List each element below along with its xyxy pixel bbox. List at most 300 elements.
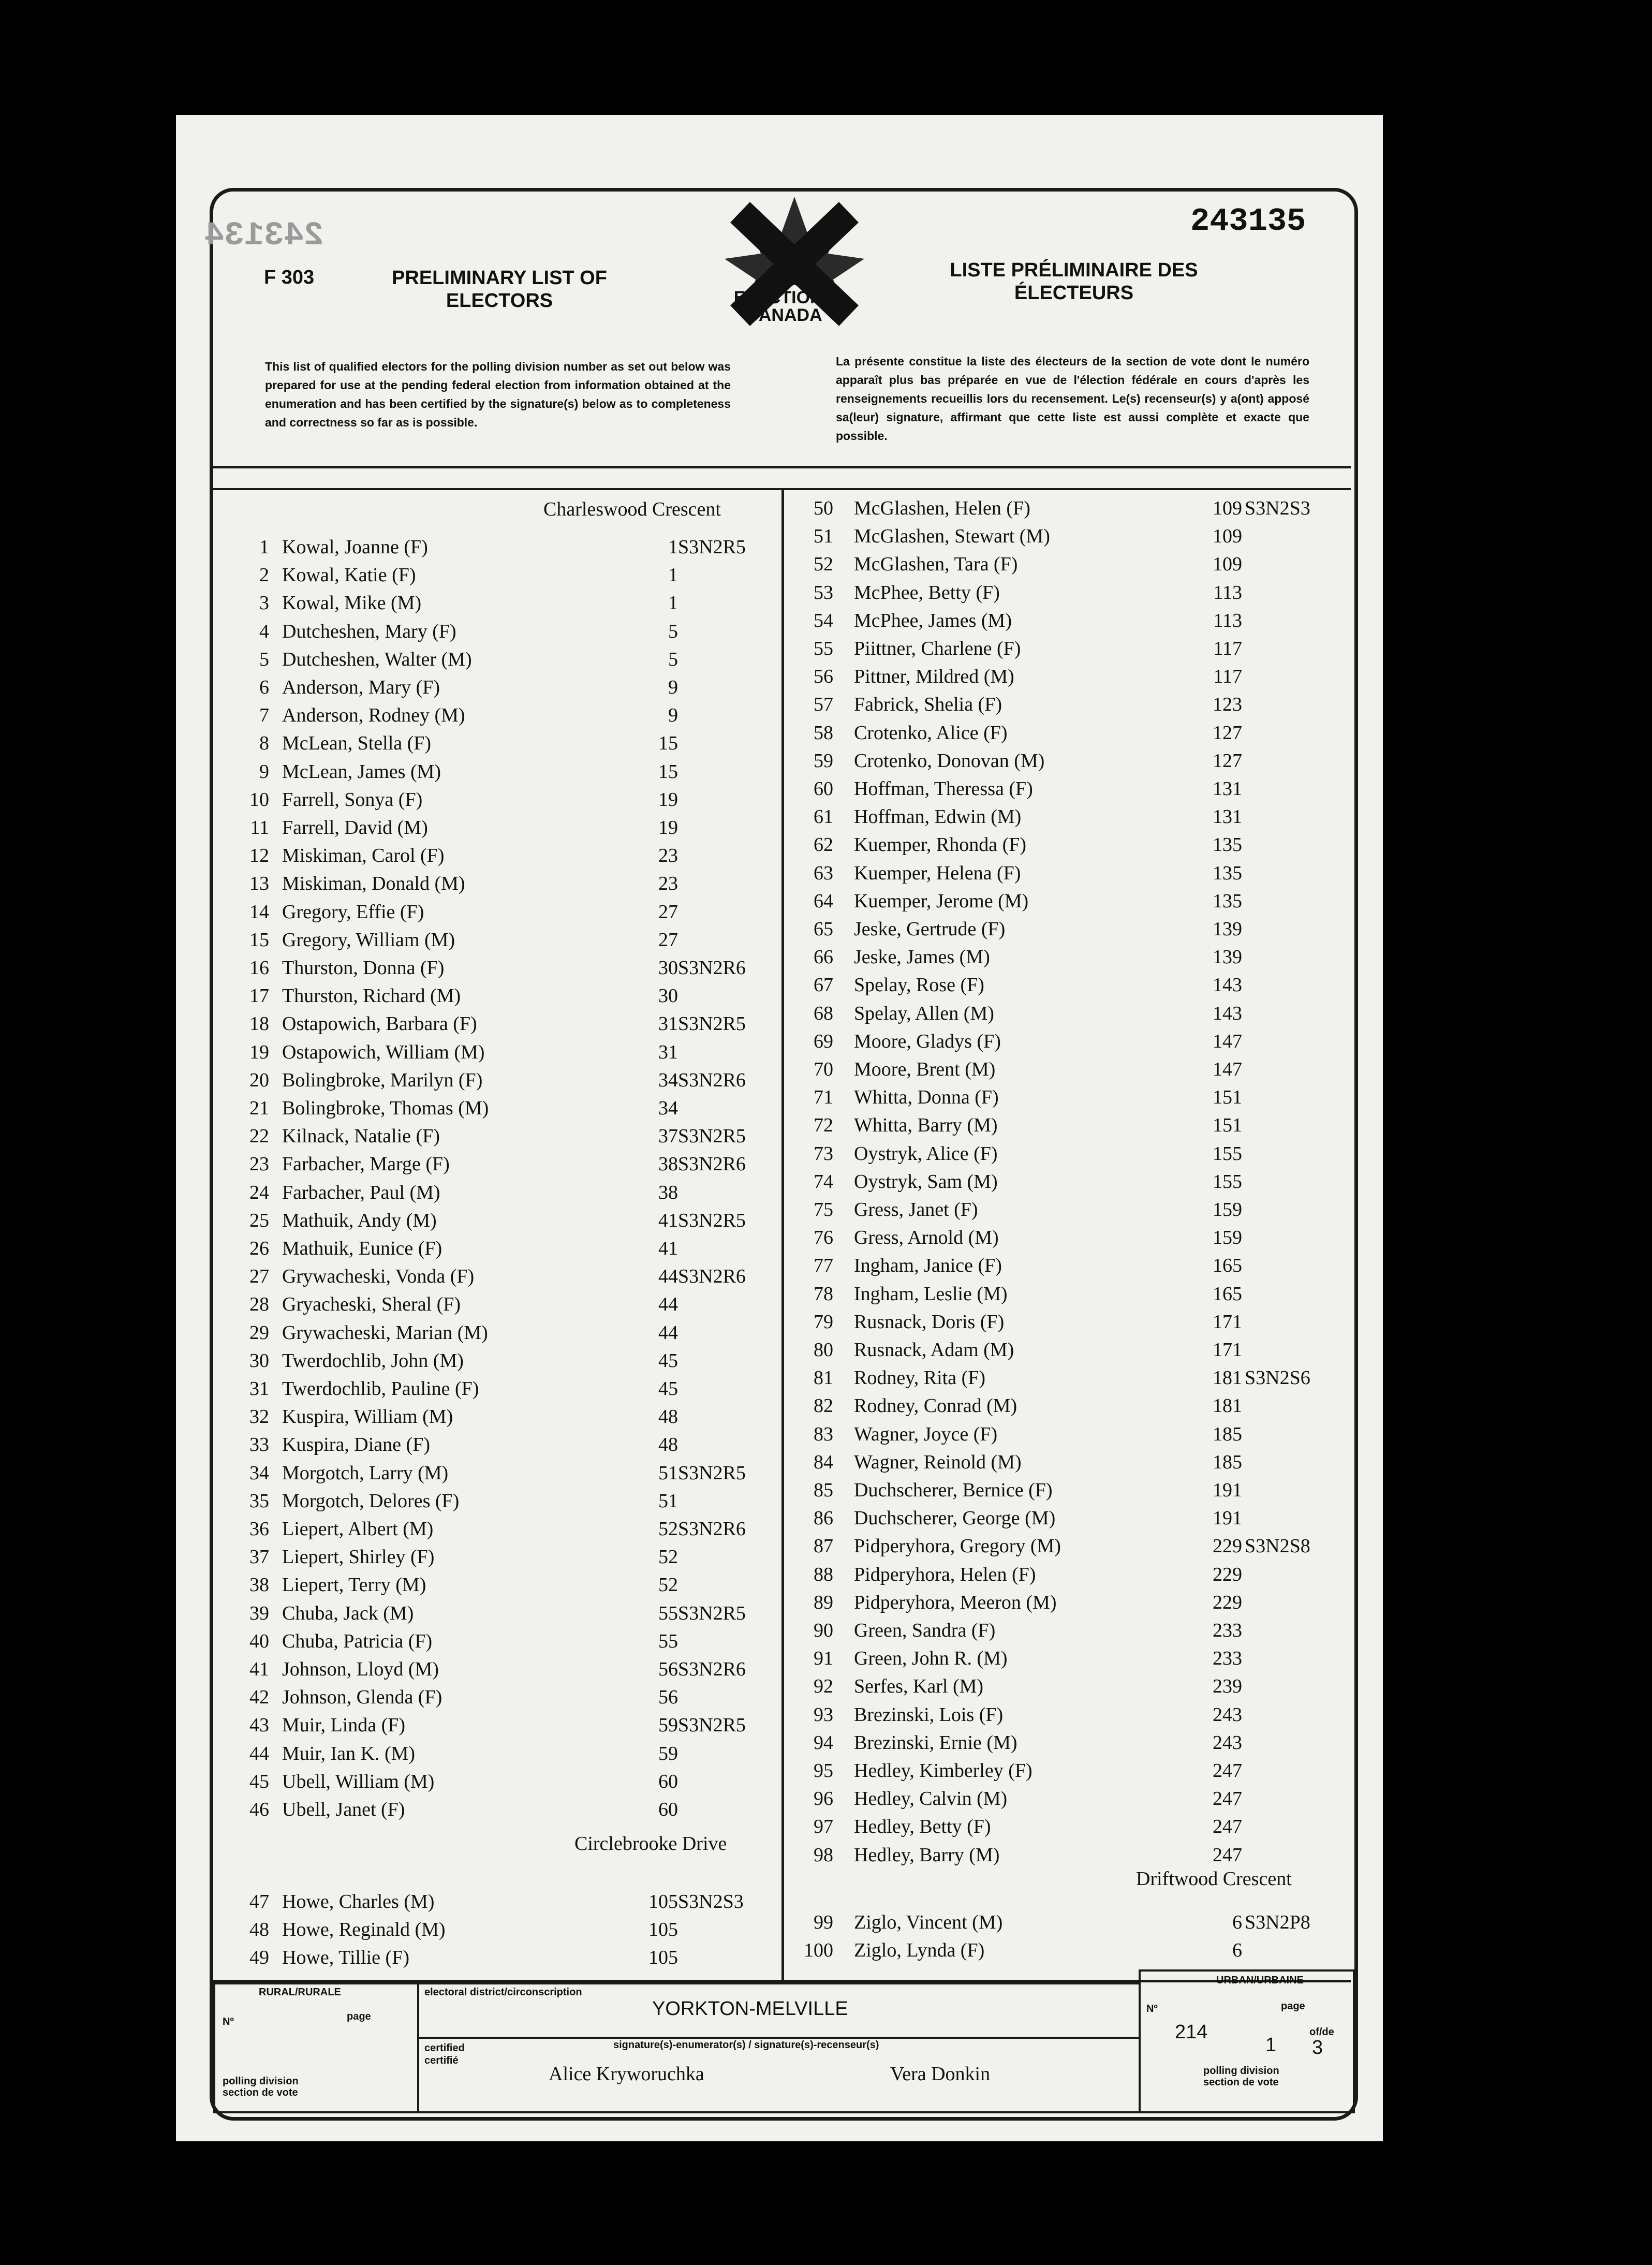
elector-name: McPhee, Betty (F) (854, 581, 1000, 604)
street-number: 171 (1213, 1339, 1242, 1361)
elector-name: Rodney, Conrad (M) (854, 1395, 1017, 1417)
elector-number: 7 (259, 704, 269, 727)
elector-name: Farrell, Sonya (F) (282, 788, 423, 811)
elector-name: Thurston, Donna (F) (282, 957, 445, 979)
elector-name: Howe, Charles (M) (282, 1891, 435, 1913)
urban-no-label: Nº (1146, 2003, 1158, 2014)
elector-number: 78 (814, 1283, 833, 1305)
elector-name: Grywacheski, Marian (M) (282, 1321, 488, 1344)
elector-row (787, 1283, 1346, 1311)
elector-row (787, 1479, 1346, 1507)
elector-number: 48 (249, 1919, 269, 1941)
street-number: 109 (1213, 497, 1242, 519)
street-number: 109 (1213, 525, 1242, 548)
postal-code: S3N2R6 (678, 1153, 746, 1175)
street-number: 233 (1213, 1620, 1242, 1641)
elector-name: Wagner, Joyce (F) (854, 1423, 998, 1445)
street-number: 239 (1213, 1675, 1242, 1698)
elector-name: Ostapowich, Barbara (F) (282, 1013, 477, 1035)
elector-name: Anderson, Mary (F) (282, 676, 440, 698)
postal-code: S3N2R5 (678, 536, 746, 558)
enumerator-2: Vera Donkin (890, 2063, 991, 2085)
street-number: 159 (1213, 1199, 1242, 1220)
elector-number: 3 (259, 592, 269, 614)
elector-name: McLean, Stella (F) (282, 732, 432, 755)
street-number: 52 (658, 1574, 678, 1596)
street-number: 34 (658, 1097, 678, 1119)
elector-row (223, 1265, 776, 1293)
elector-name: Liepert, Albert (M) (282, 1518, 434, 1540)
elector-name: Kuemper, Rhonda (F) (854, 834, 1027, 856)
elector-name: Spelay, Rose (F) (854, 974, 984, 996)
elector-row (787, 1114, 1346, 1142)
elector-row (223, 1798, 776, 1826)
elector-row (787, 1170, 1346, 1198)
logo-text: ELECTIONS CANADA (733, 288, 835, 325)
elector-row (787, 1507, 1346, 1535)
elector-row (787, 1423, 1346, 1451)
elector-name: Hedley, Kimberley (F) (854, 1760, 1032, 1782)
elector-row (787, 777, 1346, 805)
elector-number: 67 (814, 974, 833, 996)
street-number: 185 (1213, 1423, 1242, 1445)
header-divider (213, 466, 1351, 468)
street-number: 233 (1213, 1648, 1242, 1670)
elector-row (787, 1731, 1346, 1759)
elector-row (787, 1787, 1346, 1815)
street-number: 34 (658, 1069, 678, 1091)
elector-number: 79 (814, 1311, 833, 1333)
elector-name: Whitta, Donna (F) (854, 1086, 999, 1109)
postal-code: S3N2R5 (678, 1013, 746, 1035)
elector-row (223, 1714, 776, 1742)
elector-row (223, 1918, 776, 1946)
elector-row (787, 1002, 1346, 1030)
rural-page-label: page (347, 2011, 371, 2022)
elector-name: Howe, Tillie (F) (282, 1947, 409, 1969)
elector-name: Duchscherer, George (M) (854, 1507, 1056, 1529)
elector-name: Pidperyhora, Meeron (M) (854, 1591, 1057, 1613)
elector-number: 23 (249, 1153, 269, 1175)
title-english: PRELIMINARY LIST OF ELECTORS (392, 267, 607, 312)
elector-name: Brezinski, Lois (F) (854, 1703, 1004, 1726)
elector-row (223, 1097, 776, 1125)
elector-number: 45 (249, 1770, 269, 1792)
serial-number: 243135 (1190, 203, 1306, 240)
elector-row (223, 620, 776, 648)
street-number: 131 (1213, 778, 1242, 800)
street-number: 38 (658, 1153, 678, 1175)
elector-name: Hedley, Calvin (M) (854, 1788, 1008, 1810)
elector-number: 73 (814, 1142, 833, 1165)
elector-number: 11 (250, 817, 269, 839)
elector-number: 92 (814, 1675, 833, 1698)
elector-name: Moore, Brent (M) (854, 1058, 996, 1080)
street-number: 55 (658, 1602, 678, 1624)
elector-row (223, 1602, 776, 1630)
elector-row (787, 553, 1346, 581)
elector-number: 36 (249, 1518, 269, 1540)
elector-row (223, 1041, 776, 1069)
elector-name: Kuspira, William (M) (282, 1406, 453, 1428)
elector-name: Farrell, David (M) (282, 817, 428, 839)
elector-name: Liepert, Terry (M) (282, 1574, 426, 1596)
postal-code: S3N2S3 (1245, 497, 1310, 519)
street-number: 105 (648, 1919, 678, 1941)
street-number: 30 (658, 957, 678, 979)
elector-name: Thurston, Richard (M) (282, 985, 461, 1007)
elector-row (223, 844, 776, 872)
elector-row (223, 1946, 776, 1974)
elector-name: Ubell, William (M) (282, 1770, 435, 1792)
postal-code: S3N2R6 (678, 1518, 746, 1540)
elector-number: 5 (259, 648, 269, 670)
elector-row (787, 749, 1346, 777)
elector-row (787, 581, 1346, 609)
elector-name: Kowal, Joanne (F) (282, 536, 428, 558)
elector-name: Gress, Janet (F) (854, 1199, 978, 1220)
elector-name: Oystryk, Alice (F) (854, 1142, 998, 1165)
elector-row (787, 1366, 1346, 1394)
elector-name: Piittner, Charlene (F) (854, 638, 1021, 659)
elector-number: 29 (249, 1321, 269, 1344)
page-number: 1 (1265, 2034, 1277, 2056)
elector-name: Kowal, Katie (F) (282, 564, 416, 586)
street-number: 229 (1213, 1563, 1242, 1585)
postal-code: S3N2R6 (678, 1266, 746, 1288)
elector-row (223, 1890, 776, 1918)
elector-name: Rusnack, Adam (M) (854, 1339, 1014, 1361)
elector-number: 50 (814, 497, 833, 519)
elector-number: 8 (259, 732, 269, 755)
elector-row (787, 946, 1346, 974)
elector-row (787, 609, 1346, 637)
elector-number: 4 (259, 620, 269, 642)
elector-row (787, 805, 1346, 833)
street-number: 135 (1213, 834, 1242, 856)
elector-row (223, 1630, 776, 1658)
elector-row (223, 1573, 776, 1601)
elector-number: 51 (814, 525, 833, 548)
street-number: 27 (658, 929, 678, 951)
elector-row (787, 1339, 1346, 1366)
elector-name: Farbacher, Marge (F) (282, 1153, 450, 1175)
elector-row (787, 1198, 1346, 1226)
street-number: 23 (658, 845, 678, 867)
elector-name: Jeske, Gertrude (F) (854, 918, 1006, 940)
street-number: 6 (1232, 1939, 1242, 1962)
elector-row (787, 693, 1346, 721)
elector-row (223, 564, 776, 592)
elector-name: Green, Sandra (F) (854, 1620, 996, 1641)
elector-name: Hedley, Betty (F) (854, 1816, 991, 1838)
street-number: 38 (658, 1181, 678, 1203)
elector-name: McLean, James (M) (282, 760, 441, 783)
elector-name: Mathuik, Andy (M) (282, 1209, 437, 1231)
elector-row (223, 957, 776, 984)
elector-name: Hoffman, Edwin (M) (854, 806, 1022, 828)
urban-of-label: of/de (1309, 2026, 1334, 2038)
elector-row (787, 1535, 1346, 1563)
street-number: 9 (668, 704, 678, 727)
elector-row (787, 1647, 1346, 1675)
elector-name: Muir, Linda (F) (282, 1714, 406, 1737)
street-number: 139 (1213, 918, 1242, 940)
elector-number: 76 (814, 1227, 833, 1249)
elector-name: Twerdochlib, John (M) (282, 1349, 464, 1372)
street-number: 41 (658, 1238, 678, 1259)
street-number: 229 (1213, 1591, 1242, 1613)
postal-code: S3N2S8 (1245, 1535, 1310, 1557)
elector-number: 63 (814, 862, 833, 884)
street-number: 105 (648, 1947, 678, 1969)
elector-name: Gregory, William (M) (282, 929, 455, 951)
street-number: 171 (1213, 1311, 1242, 1333)
elector-name: Grywacheski, Vonda (F) (282, 1266, 475, 1288)
elector-name: Bolingbroke, Thomas (M) (282, 1097, 489, 1119)
street-number: 247 (1213, 1788, 1242, 1810)
elector-name: Kuspira, Diane (F) (282, 1434, 430, 1456)
elector-row (787, 1394, 1346, 1422)
elector-name: Twerdochlib, Pauline (F) (282, 1378, 479, 1400)
elector-row (223, 1658, 776, 1686)
street-number: 147 (1213, 1030, 1242, 1052)
street-number: 247 (1213, 1816, 1242, 1838)
street-charleswood: Charleswood Crescent (543, 498, 721, 520)
elector-number: 9 (259, 760, 269, 783)
elector-name: Kilnack, Natalie (F) (282, 1125, 440, 1148)
elector-row (223, 1490, 776, 1518)
elector-number: 26 (249, 1238, 269, 1259)
street-number: 44 (658, 1266, 678, 1288)
rural-polling-label: polling division section de vote (223, 2076, 299, 2098)
elector-row (787, 890, 1346, 918)
street-number: 48 (658, 1434, 678, 1456)
elector-name: Miskiman, Carol (F) (282, 845, 445, 867)
elector-row (223, 1742, 776, 1770)
elector-number: 6 (259, 676, 269, 698)
street-number: 1 (668, 536, 678, 558)
elector-name: Chuba, Jack (M) (282, 1602, 414, 1624)
certified-label: certified certifié (424, 2042, 465, 2066)
elector-row (787, 722, 1346, 749)
elector-number: 58 (814, 722, 833, 744)
elector-row (223, 1770, 776, 1798)
elector-row (223, 1321, 776, 1349)
street-number: 31 (658, 1041, 678, 1063)
postal-code: S3N2R5 (678, 1209, 746, 1231)
elector-row (223, 984, 776, 1012)
elector-number: 31 (249, 1378, 269, 1400)
elector-row (223, 760, 776, 788)
elector-number: 1 (259, 536, 269, 558)
elector-name: Serfes, Karl (M) (854, 1675, 984, 1698)
elector-number: 99 (814, 1911, 833, 1933)
elector-number: 75 (814, 1199, 833, 1220)
street-number: 165 (1213, 1283, 1242, 1305)
elector-name: Moore, Gladys (F) (854, 1030, 1001, 1052)
elector-number: 65 (814, 918, 833, 940)
district-name: YORKTON-MELVILLE (652, 1998, 848, 2020)
elector-number: 86 (814, 1507, 833, 1529)
elector-number: 100 (804, 1939, 833, 1962)
elector-name: Hoffman, Theressa (F) (854, 778, 1033, 800)
elector-row (223, 1293, 776, 1321)
street-driftwood: Driftwood Crescent (1136, 1868, 1292, 1890)
signature-label: signature(s)-enumerator(s) / signature(s)-recenseur(s) (613, 2039, 879, 2051)
street-number: 60 (658, 1770, 678, 1792)
elector-number: 56 (814, 666, 833, 688)
elector-number: 12 (249, 845, 269, 867)
street-number: 185 (1213, 1451, 1242, 1473)
street-number: 165 (1213, 1255, 1242, 1277)
district-rule (417, 2037, 1141, 2039)
urban-page-label: page (1281, 2001, 1305, 2012)
elector-number: 21 (249, 1097, 269, 1119)
elector-name: Fabrick, Shelia (F) (854, 694, 1002, 716)
elector-row (787, 1142, 1346, 1170)
elector-name: Gregory, Effie (F) (282, 901, 424, 923)
elector-name: Kowal, Mike (M) (282, 592, 422, 614)
street-number: 181 (1213, 1367, 1242, 1389)
elector-name: Morgotch, Larry (M) (282, 1462, 449, 1484)
urban-polling-label: polling division section de vote (1203, 2065, 1279, 2088)
column-divider (781, 489, 784, 1980)
street-number: 191 (1213, 1479, 1242, 1501)
street-number: 44 (658, 1293, 678, 1316)
elector-name: Rusnack, Doris (F) (854, 1311, 1005, 1333)
street-number: 123 (1213, 694, 1242, 716)
street-number: 48 (658, 1406, 678, 1428)
elector-number: 72 (814, 1114, 833, 1137)
elector-row (223, 816, 776, 844)
elector-number: 80 (814, 1339, 833, 1361)
elector-number: 10 (249, 788, 269, 811)
elector-name: Crotenko, Alice (F) (854, 722, 1008, 744)
elector-name: Bolingbroke, Marilyn (F) (282, 1069, 483, 1091)
elector-row (787, 1311, 1346, 1339)
street-number: 45 (658, 1349, 678, 1372)
elector-number: 2 (259, 564, 269, 586)
street-number: 23 (658, 873, 678, 895)
street-number: 15 (658, 760, 678, 783)
street-number: 113 (1213, 609, 1242, 631)
street-number: 37 (658, 1125, 678, 1148)
elector-name: Farbacher, Paul (M) (282, 1181, 440, 1203)
elector-row (787, 637, 1346, 665)
street-number: 127 (1213, 749, 1242, 772)
elector-number: 52 (814, 553, 833, 576)
elector-name: Miskiman, Donald (M) (282, 873, 465, 895)
elector-number: 47 (249, 1891, 269, 1913)
postal-code: S3N2S3 (678, 1891, 744, 1913)
elector-number: 83 (814, 1423, 833, 1445)
elector-number: 32 (249, 1406, 269, 1428)
elector-number: 94 (814, 1731, 833, 1754)
elector-number: 60 (814, 778, 833, 800)
elector-name: Ostapowich, William (M) (282, 1041, 485, 1063)
street-number: 155 (1213, 1142, 1242, 1165)
elector-row (223, 1237, 776, 1265)
elector-name: Howe, Reginald (M) (282, 1919, 446, 1941)
street-number: 151 (1213, 1086, 1242, 1109)
elector-number: 39 (249, 1602, 269, 1624)
intro-french: La présente constitue la liste des électeurs de la section de vote dont le numéro apparaît plus bas préparée en vue de l'élection fédérale en cours d'après les renseignements recueillis lors du recensement. Le(s) recenseur(s) y a(ont) apposé sa(leur) signature, affirmant que cette liste est aussi complète et exacte que possible. (836, 355, 1309, 443)
postal-code: S3N2R5 (678, 1125, 746, 1148)
elector-number: 55 (814, 638, 833, 659)
elector-row (223, 1209, 776, 1237)
elector-name: Rodney, Rita (F) (854, 1367, 986, 1389)
elector-row (223, 1433, 776, 1461)
street-number: 19 (658, 817, 678, 839)
elector-row (787, 1675, 1346, 1703)
elector-number: 14 (249, 901, 269, 923)
elector-name: McGlashen, Tara (F) (854, 553, 1018, 576)
street-number: 51 (658, 1490, 678, 1512)
elector-name: Dutcheshen, Mary (F) (282, 620, 456, 642)
elector-row (787, 1086, 1346, 1114)
elector-row (223, 1405, 776, 1433)
elector-number: 28 (249, 1293, 269, 1316)
elector-name: Mathuik, Eunice (F) (282, 1238, 443, 1259)
elector-number: 61 (814, 806, 833, 828)
street-number: 117 (1213, 638, 1242, 659)
elector-name: Hedley, Barry (M) (854, 1844, 1000, 1866)
postal-code: S3N2R6 (678, 1069, 746, 1091)
elector-number: 41 (249, 1658, 269, 1680)
elector-number: 84 (814, 1451, 833, 1473)
elector-row (223, 788, 776, 816)
intro-english: This list of qualified electors for the polling division number as set out below was prepared for use at the pending federal election from information obtained at the enumeration and has been certified by the signature(s) below as to completeness and correctness so far as is possible. (265, 360, 731, 429)
street-number: 159 (1213, 1227, 1242, 1249)
elector-number: 53 (814, 581, 833, 604)
elector-number: 77 (814, 1255, 833, 1277)
elector-name: McGlashen, Helen (F) (854, 497, 1030, 519)
page-total: 3 (1312, 2037, 1323, 2058)
street-number: 56 (658, 1686, 678, 1709)
street-number: 60 (658, 1799, 678, 1820)
street-number: 247 (1213, 1844, 1242, 1866)
elector-row (787, 833, 1346, 861)
elector-name: Duchscherer, Bernice (F) (854, 1479, 1053, 1501)
street-number: 113 (1213, 581, 1242, 604)
elector-name: Jeske, James (M) (854, 946, 990, 968)
elector-number: 25 (249, 1209, 269, 1231)
street-number: 51 (658, 1462, 678, 1484)
elector-name: Ziglo, Lynda (F) (854, 1939, 985, 1962)
street-number: 151 (1213, 1114, 1242, 1137)
elector-name: Green, John R. (M) (854, 1648, 1008, 1670)
elector-name: Ingham, Leslie (M) (854, 1283, 1008, 1305)
street-number: 41 (658, 1209, 678, 1231)
street-number: 139 (1213, 946, 1242, 968)
elector-row (787, 665, 1346, 693)
elector-number: 68 (814, 1002, 833, 1024)
elector-row (223, 1462, 776, 1490)
street-number: 105 (648, 1891, 678, 1913)
urban-label: URBAN/URBAINE (1216, 1975, 1304, 1986)
elector-number: 24 (249, 1181, 269, 1203)
elector-name: Pidperyhora, Gregory (M) (854, 1535, 1061, 1557)
elector-row (787, 1058, 1346, 1086)
elector-number: 17 (249, 985, 269, 1007)
elector-name: Kuemper, Jerome (M) (854, 890, 1029, 912)
elector-row (223, 704, 776, 732)
street-number: 5 (668, 620, 678, 642)
elector-number: 66 (814, 946, 833, 968)
elector-name: Kuemper, Helena (F) (854, 862, 1021, 884)
form-number: F 303 (264, 267, 315, 288)
